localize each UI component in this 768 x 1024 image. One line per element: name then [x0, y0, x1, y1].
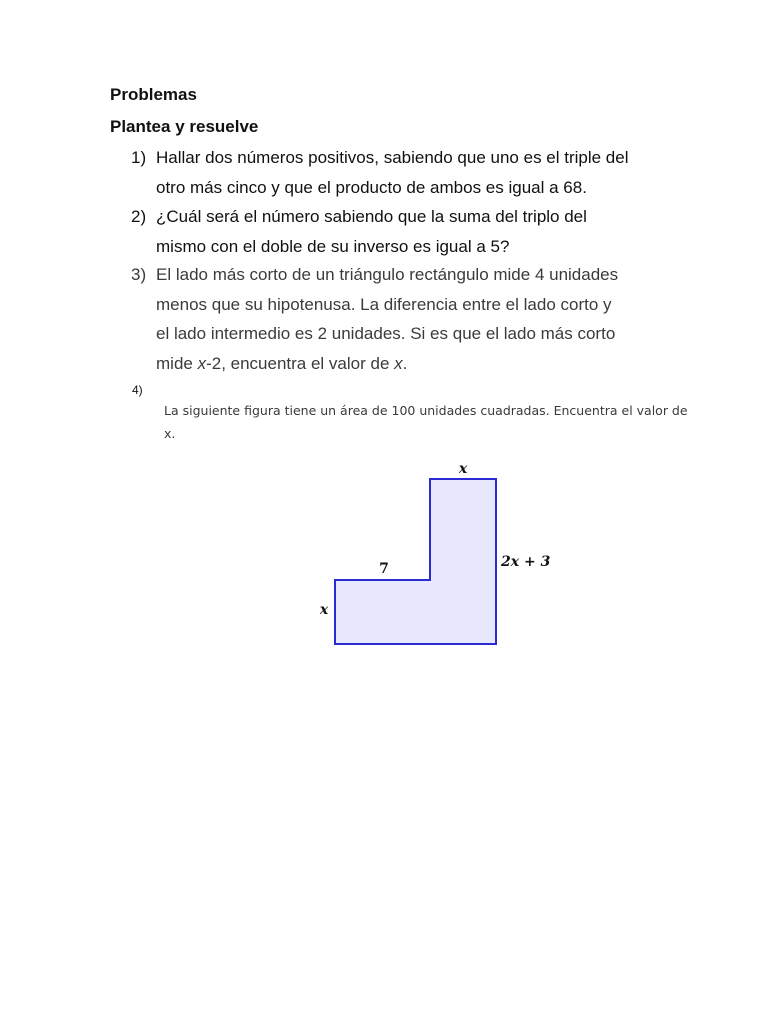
problem-number: 2)	[131, 207, 147, 226]
problem-number: 3)	[131, 265, 147, 284]
problem-text-line: ¿Cuál será el número sabiendo que la suma del triplo del	[156, 207, 587, 226]
label-right-height: 2x + 3	[501, 554, 551, 570]
text-fragment: -2, encuentra el valor de	[206, 353, 395, 373]
l-shape-figure	[300, 455, 560, 655]
problem-4-number: 4)	[132, 383, 143, 397]
problem-text-line: menos que su hipotenusa. La diferencia entre el lado corto y	[156, 294, 612, 314]
problem-text-line: el lado intermedio es 2 unidades. Si es que el lado más corto	[156, 324, 616, 343]
section-subtitle: Plantea y resuelve	[110, 117, 259, 136]
label-left-height: x	[319, 602, 329, 618]
text-fragment: mide	[156, 353, 198, 373]
variable-x: x	[197, 353, 207, 373]
problem-text-line: El lado más corto de un triángulo rectángulo mide 4 unidades	[156, 265, 619, 284]
problem-text-line: otro más cinco y que el producto de ambos es igual a 68.	[156, 177, 587, 197]
label-step-width: 7	[379, 561, 389, 577]
problem-4-text-line: La siguiente figura tiene un área de 100 unidades cuadradas. Encuentra el valor de	[164, 403, 688, 418]
l-shape-polygon	[335, 479, 496, 644]
section-title: Problemas	[110, 85, 197, 104]
problem-1	[131, 143, 671, 202]
problem-text-line	[131, 349, 671, 379]
problem-number: 1)	[131, 148, 147, 167]
problem-4-text-line: x.	[164, 426, 176, 441]
text-fragment: .	[402, 353, 408, 373]
variable-x: x	[394, 353, 403, 373]
problem-text-line: Hallar dos números positivos, sabiendo que uno es el triple del	[156, 148, 629, 167]
problem-text-line: mismo con el doble de su inverso es igual a 5?	[156, 236, 510, 256]
label-top-width: x	[458, 461, 468, 477]
problem-2	[131, 202, 671, 261]
problem-3	[131, 260, 671, 378]
